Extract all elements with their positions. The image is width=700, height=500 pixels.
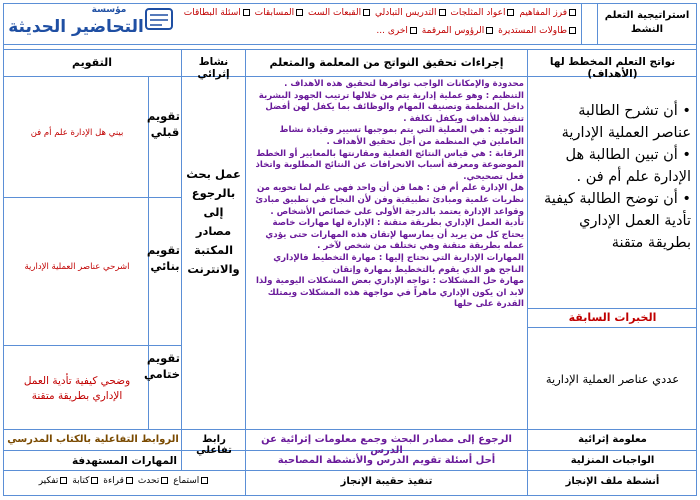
procedures-header: إجراءات تحقيق النواتج من المعلمة والمتعلم: [269, 56, 504, 69]
skill-item: تحدث: [137, 476, 160, 486]
objective-item: • أن تبين الطالبة هل الإدارة علم أم فن .: [565, 147, 691, 185]
homework-label: الواجبات المنزلية: [570, 455, 655, 466]
procedure-item: تأدية العمل الإداري بطريقة متقنة : الإدارة لها مهارات خاصة يحتاج كل من يريد أن يمارسها لإتقان هذه المهارات حتى يؤدي عمله بطريقة متقنة وهي تختلف من شخص لآخر .: [265, 218, 524, 252]
info-value: الرجوع إلى مصادر البحث وجمع معلومات إثرائية عن الدرس: [261, 434, 512, 456]
logo: [6, 5, 176, 43]
checkbox-icon[interactable]: [486, 27, 493, 34]
objectives-list: [536, 100, 691, 290]
enrichment-text: عمل بحث بالرجوع إلى مصادر المكتبة والانترنت: [186, 167, 241, 276]
strategies-line-2: [180, 26, 578, 42]
strategy-item: أخرى ...: [376, 26, 408, 36]
checkbox-icon[interactable]: [201, 477, 208, 484]
skill-item: كتابة: [72, 476, 90, 486]
checkbox-icon[interactable]: [161, 477, 168, 484]
skill-item: قراءة: [103, 476, 124, 486]
logo-line-2: التحاضير الحديثة: [8, 17, 144, 37]
checkbox-icon[interactable]: [126, 477, 133, 484]
checkbox-icon[interactable]: [569, 9, 576, 16]
strategy-label: استراتيجية التعلم النشط: [604, 10, 690, 35]
checkbox-icon[interactable]: [410, 27, 417, 34]
objectives-header: نواتج التعلم المخطط لها (الأهداف): [549, 56, 676, 80]
strategy-item: الرؤوس المرقمة: [421, 26, 485, 36]
strategy-item: القبعات الست: [308, 8, 362, 18]
procedure-item: هل الإدارة علم أم فن : هما فن أن واحد فهي علم لما تحويه من نظريات علمية ومبادئ تطبيقية وفن لأن النجاح في تطبيق مبادئ وقواعد الإدارة يعتمد بالدرجة الأولى على خصائص الأشخاص .: [255, 183, 524, 217]
info-label: معلومة إثرائية: [578, 434, 647, 445]
skill-item: تفكير: [38, 476, 59, 486]
enrichment-header: نشاط إثرائي: [197, 56, 230, 80]
skill-item: استماع: [173, 476, 200, 486]
prior-knowledge-title: الخبرات السابقة: [568, 311, 657, 324]
evaluation-text-pre: بيني هل الإدارة علم أم فن: [30, 128, 124, 138]
homework-value: أحل أسئلة تقويم الدرس والأنشطة المصاحبة: [277, 455, 496, 466]
strategy-item: التدريس التبادلي: [374, 8, 437, 18]
checkbox-icon[interactable]: [60, 477, 67, 484]
procedure-item: محدودة والإمكانات الواجب توافرها لتحقيق هذه الأهداف .: [284, 79, 524, 89]
procedures-text: [250, 79, 524, 427]
procedure-item: مهارة حل المشكلات : تواجه الإداري بعض المشكلات اليومية ولذا لابد ان يكون الإداري ماهراً في مواجهة هذه المشكلات ويمتلك القدرة على حلها: [255, 276, 524, 310]
portfolio-value: تنفيذ حقيبة الإنجاز: [340, 476, 433, 487]
evaluation-stage-pre: تقويم قبلي: [146, 109, 180, 139]
strategy-item: المسابقات: [254, 8, 295, 18]
checkbox-icon[interactable]: [363, 9, 370, 16]
strategy-item: أعواد المثلجات: [450, 8, 506, 18]
strategy-item: أسئلة البطاقات: [183, 8, 241, 18]
portfolio-label: أنشطة ملف الإنجاز: [565, 476, 660, 487]
checkbox-icon[interactable]: [439, 9, 446, 16]
link-label: رابط تفاعلي: [196, 434, 232, 456]
evaluation-stage-final: تقويم ختامي: [143, 351, 180, 381]
checkbox-icon[interactable]: [569, 27, 576, 34]
prior-knowledge-text: عددي عناصر العملية الإدارية: [545, 372, 680, 386]
objective-item: • أن توضح الطالبة كيفية تأدية العمل الإداري بطريقة متقنة: [544, 191, 691, 251]
strategies-line-1: [180, 8, 578, 24]
skills-label: المهارات المستهدفة: [71, 455, 178, 467]
checkbox-icon[interactable]: [296, 9, 303, 16]
checkbox-icon[interactable]: [91, 477, 98, 484]
checkbox-icon[interactable]: [243, 9, 250, 16]
procedure-item: التنظيم : وهو عملية إدارية يتم من خلالها ترتيب الجهود البشرية داخل المنظمة وتصنيف المهام والوظائف بما يكفل لهن أفضل تنفيذ للأهداف ويكفل تكلفة .: [258, 90, 524, 124]
procedure-item: التوجيه : هي العملية التي يتم بموجبها تسيير وقيادة نشاط العاملين في المنظمة من أجل تحقيق الأهداف .: [279, 125, 524, 147]
objective-item: • أن تشرح الطالبة عناصر العملية الإدارية: [561, 103, 691, 141]
strategy-item: طاولات المستديرة: [498, 26, 567, 36]
evaluation-text-final: وضحي كيفية تأدية العمل الإداري بطريقة متقنة: [23, 375, 131, 402]
evaluation-text-formative: اشرحي عناصر العملية الإدارية: [24, 262, 130, 272]
link-value[interactable]: الروابط التفاعلية بالكتاب المدرسي: [7, 434, 179, 445]
procedure-item: الرقابة : هي قياس النتائج الفعلية ومقارنتها بالمعايير أو الخطط الموضوعة ومعرفة أسباب الانحرافات عن النتائج المطلوبة واتخاذ فعل تصحيحي.: [255, 148, 524, 182]
logo-line-1: مؤسسة: [91, 5, 127, 15]
checkbox-icon[interactable]: [507, 9, 514, 16]
evaluation-header: التقويم: [72, 56, 112, 69]
skills-checkboxes: [6, 476, 243, 492]
evaluation-stage-formative: تقويم بنائي: [146, 243, 180, 273]
strategy-item: فرز المفاهيم: [519, 8, 567, 18]
procedure-item: المهارات الإدارية التي نحتاج إليها : مهارة التخطيط فالإداري الناجح هو الذي يقوم بالتخطيط بمهارة وإتقان: [273, 252, 524, 275]
